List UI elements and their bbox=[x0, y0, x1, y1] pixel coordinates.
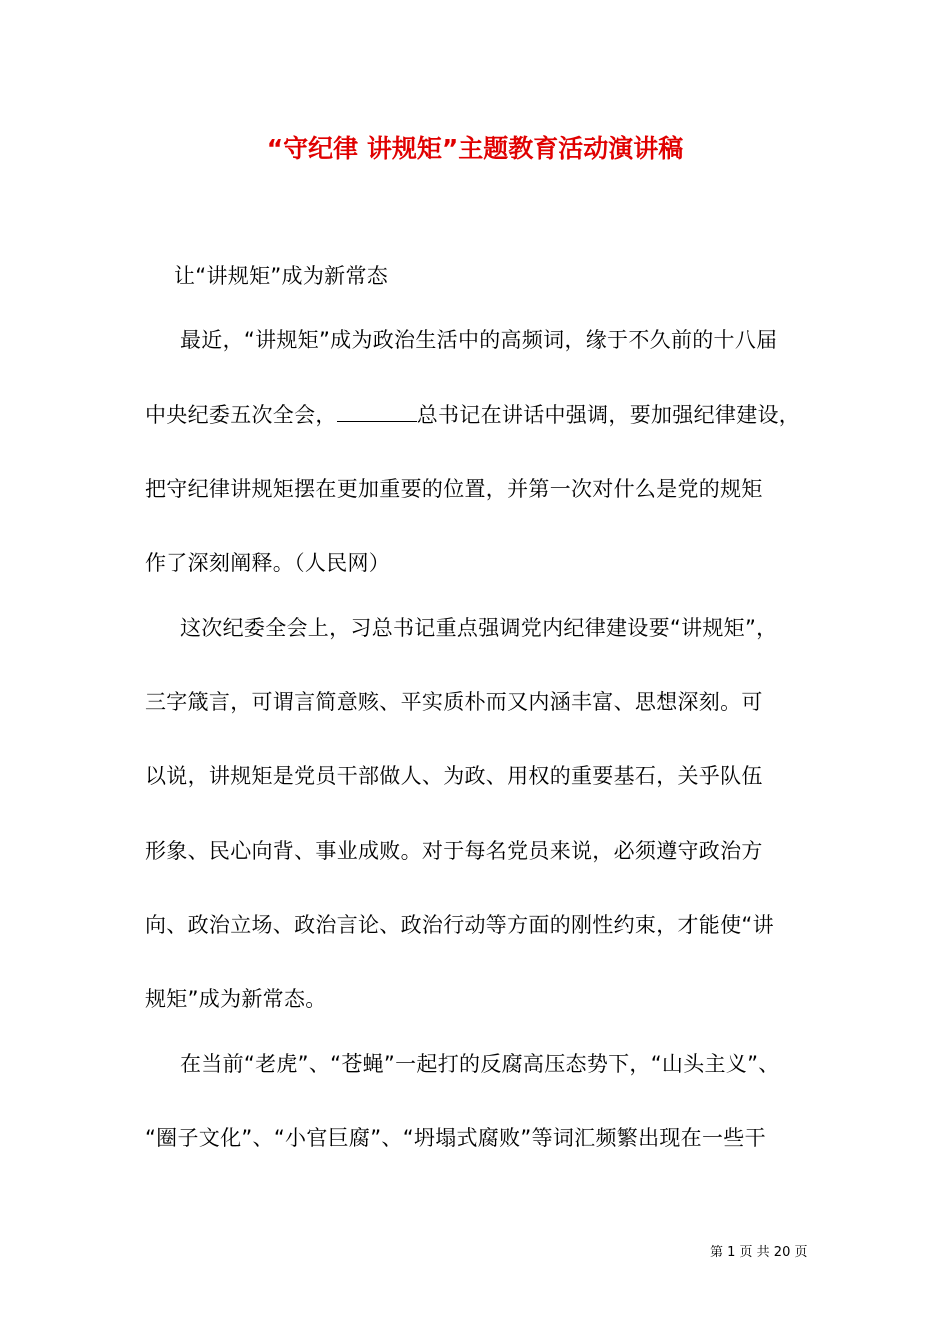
paragraph-line: 作了深刻阐释。（人民网） bbox=[145, 551, 391, 575]
paragraph-line bbox=[145, 400, 835, 430]
paragraph-line: 以说，讲规矩是党员干部做人、为政、用权的重要基石，关乎队伍 bbox=[145, 764, 763, 788]
paragraph-line: 最近，“讲规矩”成为政治生活中的高频词，缘于不久前的十八届 bbox=[180, 328, 778, 352]
paragraph-line: 三字箴言，可谓言简意赅、平实质朴而又内涵丰富、思想深刻。可 bbox=[145, 690, 763, 714]
paragraph-line: “圈子文化”、“小官巨腐”、“坍塌式腐败”等词汇频繁出现在一些干 bbox=[145, 1126, 766, 1150]
fill-in-blank bbox=[337, 401, 417, 422]
paragraph-line: 在当前“老虎”、“苍蝇”一起打的反腐高压态势下，“山头主义”、 bbox=[180, 1052, 780, 1076]
paragraph-text: 中央纪委五次全会， bbox=[145, 403, 337, 427]
paragraph-line: 形象、民心向背、事业成败。对于每名党员来说，必须遵守政治方 bbox=[145, 839, 763, 863]
paragraph-line: 规矩”成为新常态。 bbox=[145, 987, 327, 1011]
page-number: 第 1 页 共 20 页 bbox=[710, 1245, 808, 1260]
section-subtitle: 让“讲规矩”成为新常态 bbox=[174, 264, 389, 288]
paragraph-line: 向、政治立场、政治言论、政治行动等方面的刚性约束，才能使“讲 bbox=[145, 913, 774, 937]
paragraph-text: 总书记在讲话中强调，要加强纪律建设， bbox=[416, 403, 801, 427]
document-title: “守纪律 讲规矩”主题教育活动演讲稿 bbox=[266, 134, 684, 163]
paragraph-line: 这次纪委全会上，习总书记重点强调党内纪律建设要“讲规矩”， bbox=[180, 616, 778, 640]
paragraph-line: 把守纪律讲规矩摆在更加重要的位置，并第一次对什么是党的规矩 bbox=[145, 477, 763, 501]
